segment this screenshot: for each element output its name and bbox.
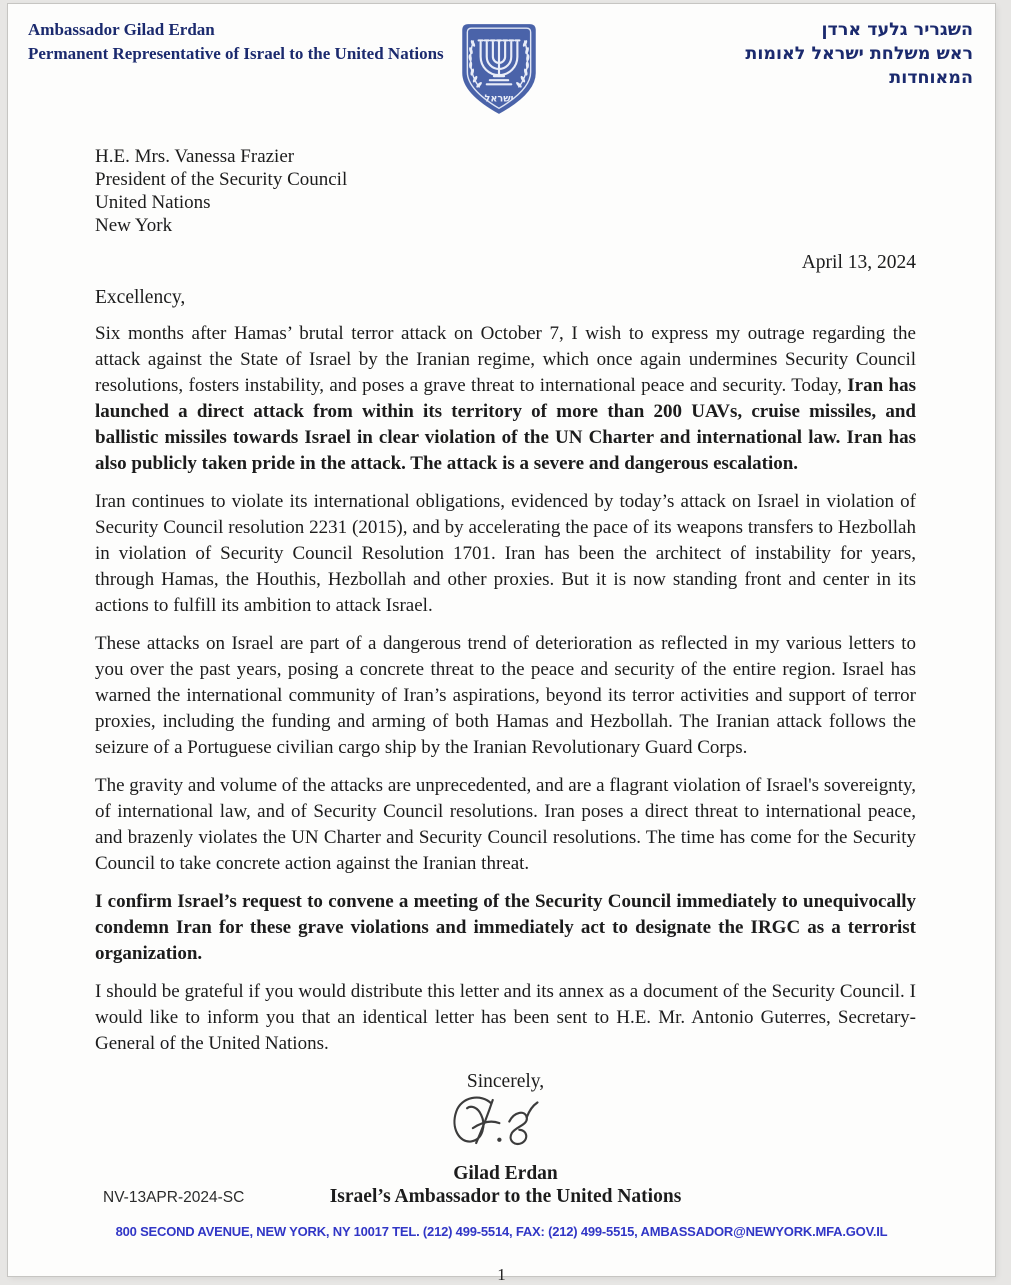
letterhead-title: Permanent Representative of Israel to the United Nations [28,44,444,64]
paragraph-2: Iran continues to violate its international obligations, evidenced by today’s attack on Israel in violation of Security Council resolution 2231 (2015), and by accelerating the pace of its weapons transfers to Hezbollah in violation of Security Council Resolution 1701. Iran has been the architect of instability for years, through Hamas, the Houthis, Hezbollah and other proxies. But it is now standing front and center in its actions to fulfill its ambition to attack Israel. [95,491,916,616]
page-number: 1 [497,1265,506,1284]
footer-contact-line: 800 SECOND AVENUE, NEW YORK, NY 10017 TEL. (212) 499-5514, FAX: (212) 499-5515, AMBASSADOR@NEWYORK.MFA.GOV.IL [115,1224,888,1239]
paragraph-1 [95,321,916,477]
emblem-caption: ישראל [484,93,513,105]
israel-state-emblem-icon [458,20,544,123]
letter-content [95,145,916,1208]
reference-number: NV-13APR-2024-SC [103,1189,245,1206]
letterhead [8,4,995,123]
signatory-name: Gilad Erdan [453,1163,558,1184]
recipient-title: President of the Security Council [95,169,348,190]
letter-date: April 13, 2024 [801,252,916,273]
paragraph-4: The gravity and volume of the attacks are unprecedented, and are a flagrant violation of Israel's sovereignty, of international law, and of Security Council resolutions. Iran poses a direct threat to international peace, and brazenly violates the UN Charter and Security Council resolutions. The time has come for the Security Council to take concrete action against the Iranian threat. [95,775,916,874]
recipient-block [95,145,916,237]
recipient-city: New York [95,215,173,236]
signature-image [95,1095,916,1158]
letter-page [8,4,995,1284]
recipient-org: United Nations [95,192,211,213]
closing-sincerely: Sincerely, [466,1071,545,1092]
letterhead-hebrew-line3: המאוחדות [889,68,973,89]
salutation: Excellency, [95,287,186,308]
letterhead-hebrew-line2: ראש משלחת ישראל לאומות [745,44,973,65]
letterhead-name: Ambassador Gilad Erdan [28,20,215,39]
letterhead-english-block [28,18,458,66]
paragraph-5-bold: I confirm Israel’s request to convene a meeting of the Security Council immediately to unequivocally condemn Iran for these grave violations and immediately act to designate the IRGC as a terrorist organization. [95,891,916,964]
letterhead-hebrew-block [544,18,980,90]
paragraph-1-bold: Iran has launched a direct attack from within its territory of more than 200 UAVs, cruise missiles, and ballistic missiles towards Israel in clear violation of the UN Charter and international law. Iran has also publicly taken pride in the attack. The attack is a severe and dangerous escalation. [95,375,916,474]
signatory-title: Israel’s Ambassador to the United Nations [329,1186,682,1207]
signatory-block [95,1162,916,1208]
recipient-name: H.E. Mrs. Vanessa Frazier [95,146,295,167]
letterhead-hebrew-line1: השגריר גלעד ארדן [821,20,973,40]
paragraph-6: I should be grateful if you would distribute this letter and its annex as a document of the Security Council. I would like to inform you that an identical letter has been sent to H.E. Mr. Antonio Guterres, Secretary-General of the United Nations. [95,981,916,1054]
paragraph-3: These attacks on Israel are part of a dangerous trend of deterioration as reflected in my various letters to you over the past years, posing a concrete threat to the peace and security of the entire region. Israel has warned the international community of Iran’s aspirations, beyond its terror activities and support of terror proxies, including the funding and arming of both Hamas and Hezbollah. The Iranian attack follows the seizure of a Portuguese civilian cargo ship by the Iranian Revolutionary Guard Corps. [95,633,916,758]
paragraph-1-normal: Six months after Hamas’ brutal terror attack on October 7, I wish to express my outrage regarding the attack against the State of Israel by the Iranian regime, which once again undermines Security Council resolutions, fosters instability, and poses a grave threat to international peace and security. Today, [95,323,916,396]
